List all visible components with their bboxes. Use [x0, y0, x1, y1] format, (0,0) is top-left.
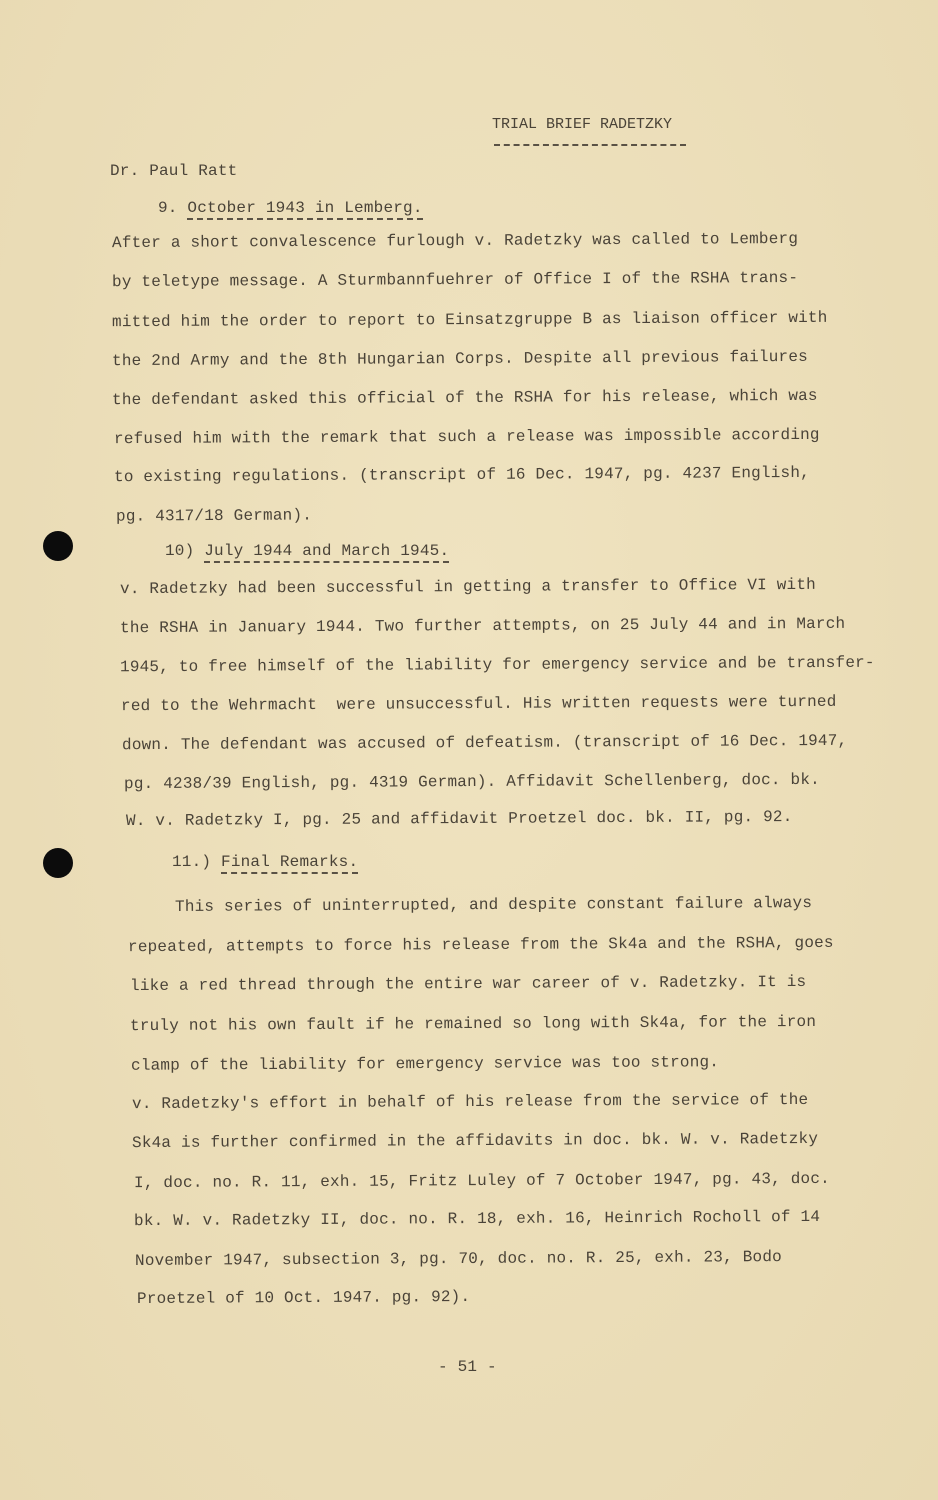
text-line: to existing regulations. (transcript of 16 Dec. 1947, pg. 4237 English,: [113, 463, 810, 487]
author-name: Dr. Paul Ratt: [110, 162, 238, 180]
text-line: the 2nd Army and the 8th Hungarian Corps. Despite all previous failures: [111, 347, 808, 371]
punch-hole: [43, 531, 73, 561]
page-number: - 51 -: [438, 1358, 497, 1376]
section-title: October 1943 in Lemberg.: [187, 199, 422, 220]
section-heading: [172, 853, 358, 871]
section-heading: [158, 199, 423, 217]
text-line: After a short convalescence furlough v. Radetzky was called to Lemberg: [111, 229, 799, 253]
text-line: I, doc. no. R. 11, exh. 15, Fritz Luley of 7 October 1947, pg. 43, doc.: [133, 1169, 830, 1193]
text-line: November 1947, subsection 3, pg. 70, doc. no. R. 25, exh. 23, Bodo: [134, 1248, 782, 1270]
section-number: 9.: [158, 199, 178, 217]
text-line: the RSHA in January 1944. Two further attempts, on 25 July 44 and in March: [119, 614, 846, 638]
text-line: pg. 4238/39 English, pg. 4319 German). Affidavit Schellenberg, doc. bk.: [123, 770, 820, 794]
text-line: down. The defendant was accused of defeatism. (transcript of 16 Dec. 1947,: [121, 731, 848, 755]
text-line: repeated, attempts to force his release from the Sk4a and the RSHA, goes: [127, 933, 834, 957]
text-line: v. Radetzky had been successful in getting a transfer to Office VI with: [119, 575, 816, 599]
section-number: 11.): [172, 853, 212, 871]
title-underline: [494, 144, 686, 146]
text-line: truly not his own fault if he remained so long with Sk4a, for the iron: [129, 1012, 817, 1036]
text-line: red to the Wehrmacht were unsuccessful. His written requests were turned: [120, 692, 837, 716]
text-line: 1945, to free himself of the liability for emergency service and be transfer-: [119, 653, 875, 677]
text-line: W. v. Radetzky I, pg. 25 and affidavit Proetzel doc. bk. II, pg. 92.: [125, 807, 793, 831]
text-line: refused him with the remark that such a release was impossible according: [113, 425, 820, 449]
text-line: by teletype message. A Sturmbannfuehrer of Office I of the RSHA trans-: [111, 268, 799, 292]
document-title: TRIAL BRIEF RADETZKY: [492, 116, 673, 133]
section-title: July 1944 and March 1945.: [204, 542, 449, 563]
punch-hole: [43, 848, 73, 878]
section-number: 10): [165, 542, 195, 560]
text-line: v. Radetzky's effort in behalf of his release from the service of the: [131, 1090, 809, 1114]
text-line: bk. W. v. Radetzky II, doc. no. R. 18, exh. 16, Heinrich Rocholl of 14: [133, 1207, 821, 1231]
text-line: Sk4a is further confirmed in the affidavits in doc. bk. W. v. Radetzky: [131, 1129, 819, 1153]
text-line: Proetzel of 10 Oct. 1947. pg. 92).: [136, 1287, 471, 1309]
text-line: clamp of the liability for emergency service was too strong.: [130, 1053, 720, 1075]
text-line: mitted him the order to report to Einsatzgruppe B as liaison officer with: [111, 308, 828, 332]
text-line: the defendant asked this official of the RSHA for his release, which was: [111, 386, 818, 410]
text-line: like a red thread through the entire war career of v. Radetzky. It is: [129, 972, 807, 996]
section-heading: [165, 542, 449, 560]
text-line: pg. 4317/18 German).: [115, 506, 313, 526]
text-line: This series of uninterrupted, and despite constant failure always: [174, 894, 813, 916]
section-title: Final Remarks.: [221, 853, 358, 874]
